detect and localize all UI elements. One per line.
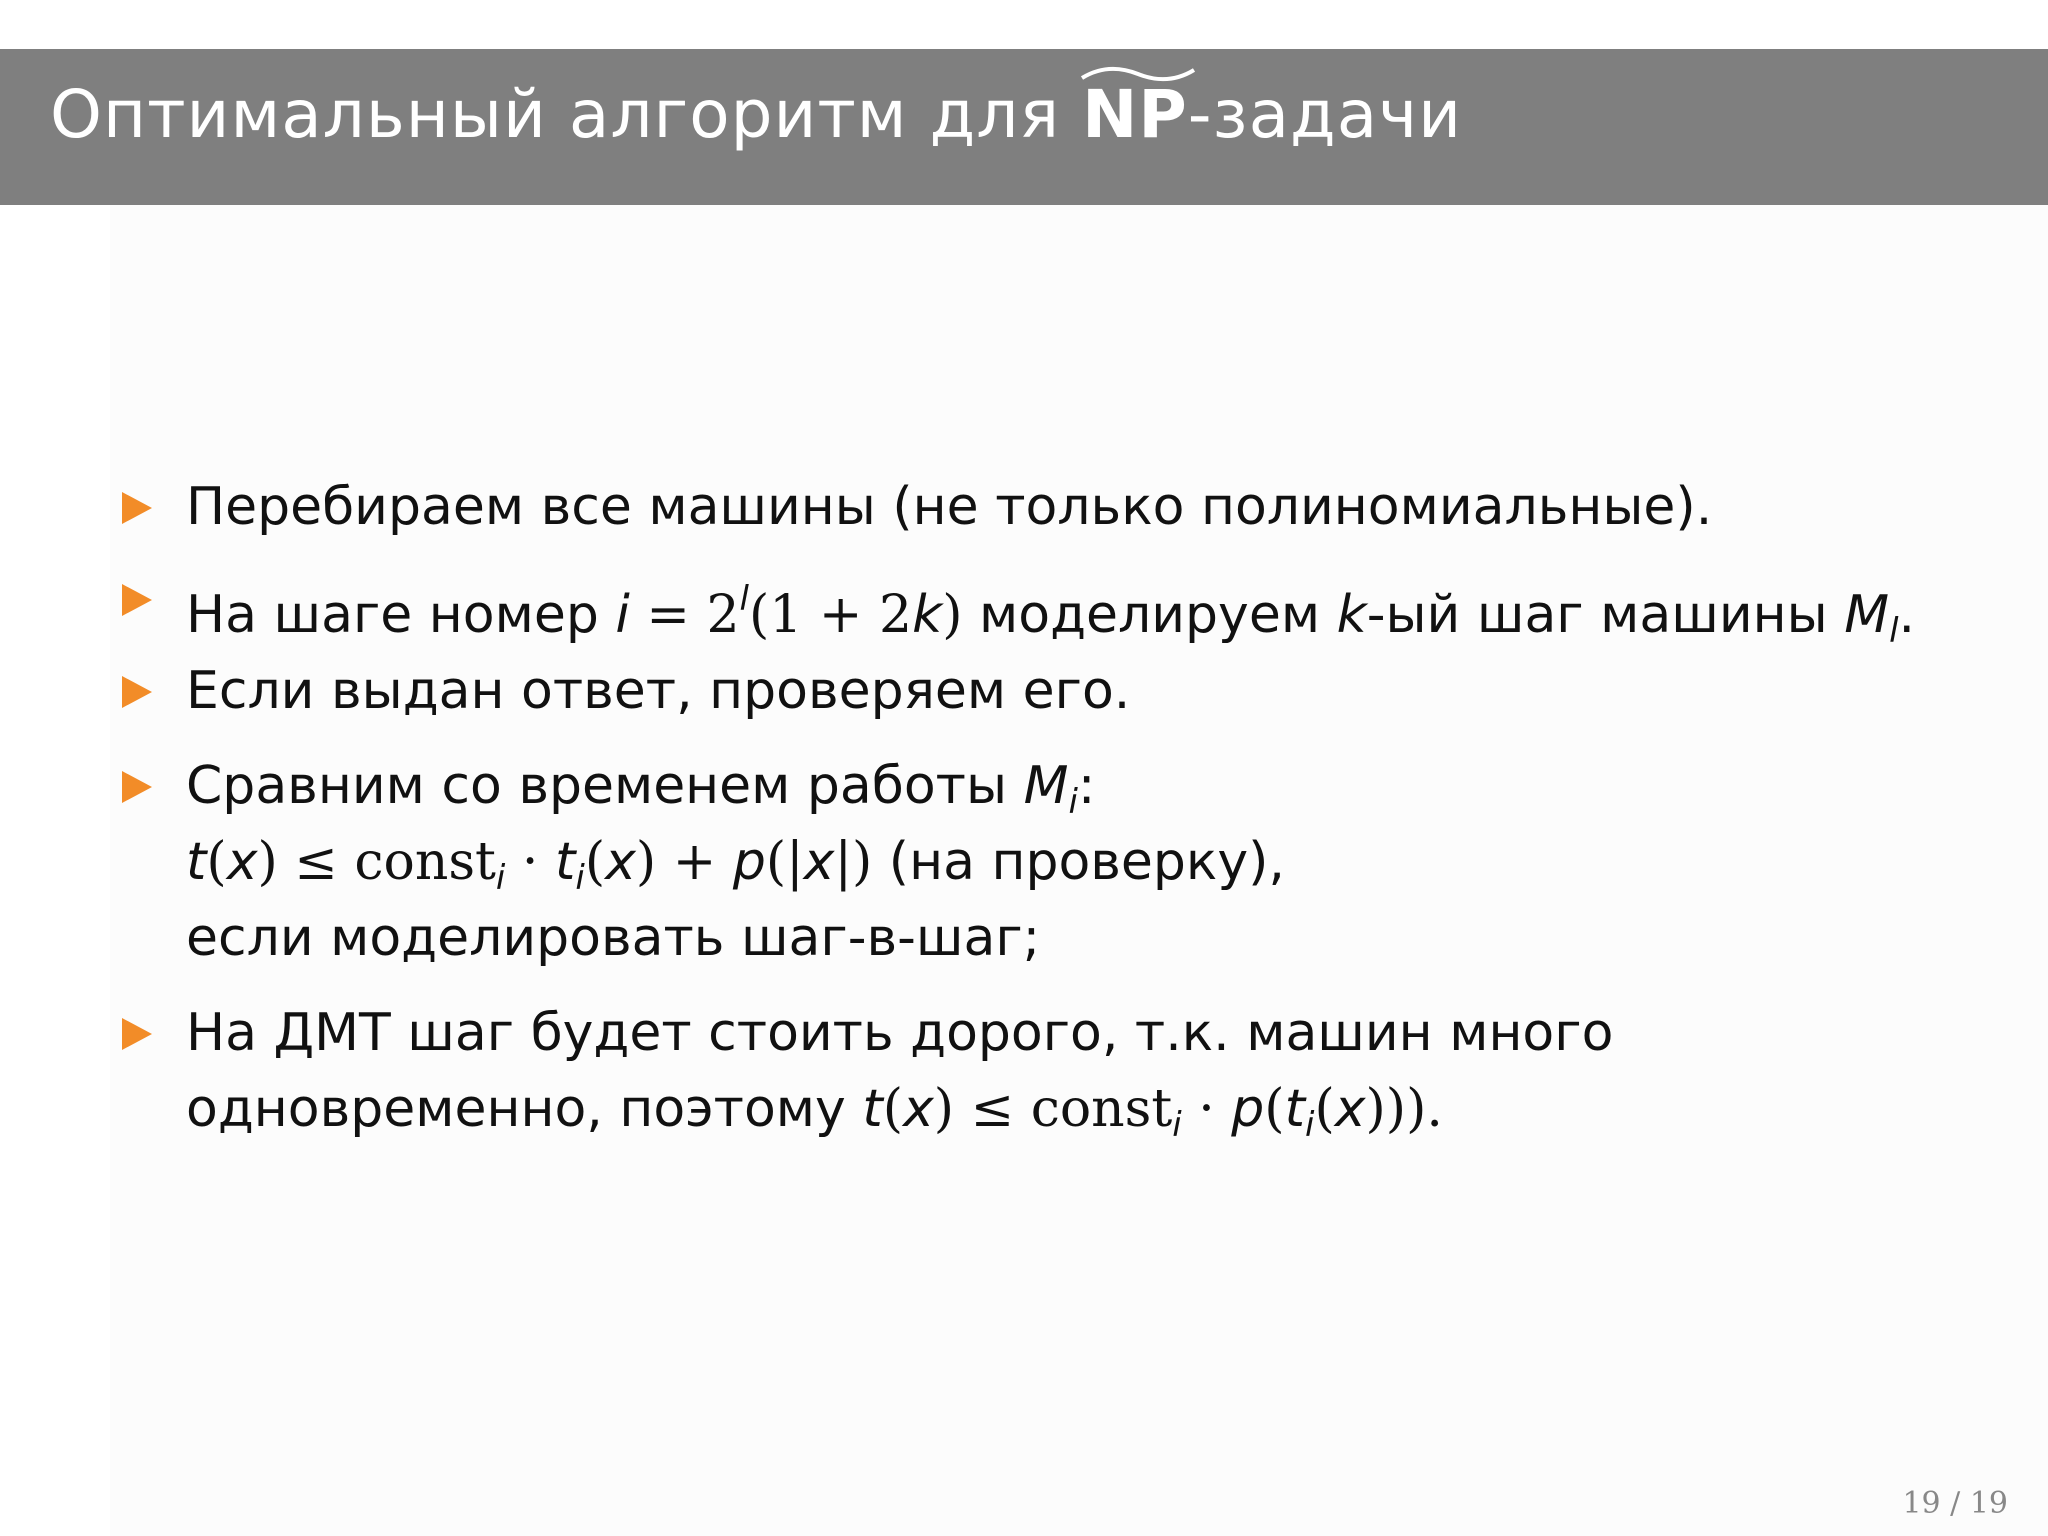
item-4-line-3: если моделировать шаг-в-шаг; — [186, 908, 1041, 968]
math-superscript-l: l — [739, 579, 749, 619]
bullet-arrow-icon — [120, 581, 154, 619]
item-5-line-2 — [186, 1071, 1443, 1163]
bullet-arrow-icon — [120, 1015, 154, 1053]
title-suffix: -задачи — [1187, 76, 1463, 153]
bullet-arrow-icon — [120, 673, 154, 711]
math-expr: ( — [1314, 1079, 1335, 1139]
math-var-x: x — [1334, 1079, 1366, 1139]
item-4-part: (на проверку), — [872, 832, 1285, 892]
math-var-t: t — [1284, 1079, 1305, 1139]
math-subscript-i: i — [1172, 1105, 1182, 1145]
item-5-line-1: На ДМТ шаг будет стоить дорого, т.к. машин много — [186, 1003, 1614, 1063]
math-var-k: k — [1336, 585, 1367, 645]
item-5-part: одновременно, поэтому — [186, 1079, 863, 1139]
slide-title — [50, 76, 1463, 153]
math-var-m: M — [1023, 756, 1069, 816]
bullet-arrow-icon — [120, 768, 154, 806]
math-var-t: t — [862, 1079, 883, 1139]
math-expr: ( — [206, 832, 227, 892]
math-expr: · — [505, 832, 555, 892]
math-var-x: x — [803, 832, 835, 892]
math-subscript-l: l — [1889, 611, 1899, 651]
math-expr: ( — [584, 832, 606, 892]
bullet-arrow-icon — [120, 489, 154, 527]
math-expr: + — [656, 832, 733, 892]
top-margin — [0, 0, 2048, 49]
math-var-t: t — [186, 832, 207, 892]
math-var-p: p — [732, 832, 766, 892]
math-expr: (1 + 2 — [748, 585, 913, 645]
item-4-part: : — [1077, 756, 1096, 816]
title-prefix: Оптимальный алгоритм для — [50, 76, 1083, 153]
math-expr: ≤ — [954, 1079, 1031, 1139]
math-expr: ) — [635, 832, 657, 892]
math-expr: |) — [834, 832, 873, 892]
item-4-part: Сравним со временем работы — [186, 756, 1024, 816]
item-2-part: моделируем — [962, 585, 1337, 645]
math-expr: (| — [765, 832, 804, 892]
math-expr: ))). — [1365, 1079, 1443, 1139]
np-tilde-mark — [1078, 60, 1198, 88]
math-expr: = 2 — [629, 585, 740, 645]
math-expr: ) — [933, 1079, 955, 1139]
item-3-text: Если выдан ответ, проверяем его. — [186, 661, 1131, 721]
np-symbol — [1082, 76, 1188, 153]
item-2-part: . — [1898, 585, 1916, 645]
math-subscript-i: i — [575, 858, 585, 898]
math-expr: ≤ — [277, 832, 355, 892]
math-var-x: x — [226, 832, 258, 892]
math-var-m: M — [1844, 585, 1890, 645]
math-expr: ) — [257, 832, 278, 892]
math-const: const — [1030, 1079, 1173, 1139]
math-expr: · — [1181, 1079, 1232, 1139]
item-1-text: Перебираем все машины (не только полиномиальные). — [186, 477, 1713, 537]
page-number: 19 / 19 — [1902, 1486, 2008, 1521]
math-expr: ) — [942, 585, 963, 645]
math-var-k: k — [912, 585, 943, 645]
math-var-x: x — [903, 1079, 934, 1139]
math-const: const — [354, 832, 496, 892]
math-var-p: p — [1231, 1079, 1265, 1139]
math-subscript-i: i — [1304, 1105, 1315, 1145]
item-2-part: -ый шаг машины — [1366, 585, 1845, 645]
math-subscript-i: i — [1068, 782, 1078, 822]
math-expr: ( — [882, 1079, 903, 1139]
math-var-i: i — [615, 585, 630, 645]
math-expr: ( — [1264, 1079, 1285, 1139]
item-2-part: На шаге номер — [186, 585, 616, 645]
math-subscript-i: i — [495, 858, 506, 898]
math-var-x: x — [605, 832, 636, 892]
math-var-t: t — [554, 832, 576, 892]
np-label: NP — [1082, 76, 1188, 153]
